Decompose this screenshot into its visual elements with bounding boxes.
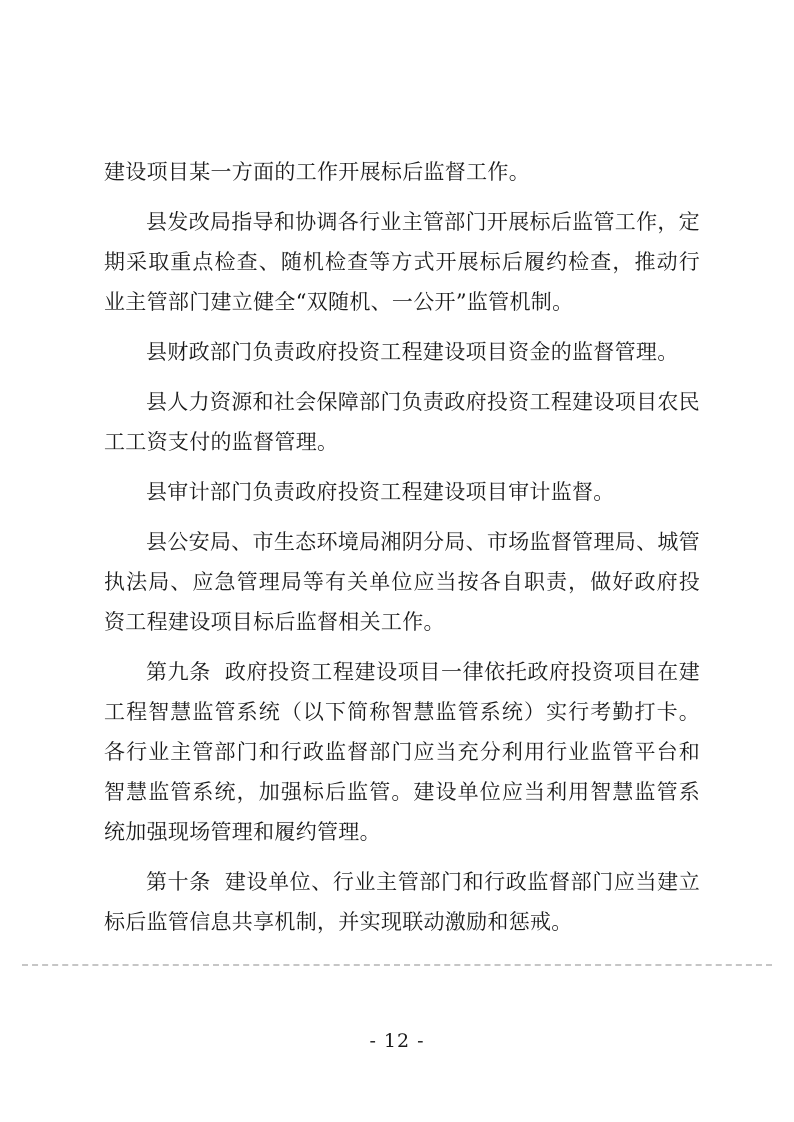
paragraph-continuation: 建设项目某一方面的工作开展标后监督工作。 (104, 160, 530, 184)
article-nine-number: 第九条 (146, 660, 211, 684)
paragraph-development-bureau: 县发改局指导和协调各行业主管部门开展标后监管工作，定期采取重点检查、随机检查等方式开展标后履约检查，推动行业主管部门建立健全“双随机、一公开”监管机制。 (104, 210, 700, 314)
paragraph-human-resources: 县人力资源和社会保障部门负责政府投资工程建设项目农民工工资支付的监督管理。 (104, 390, 700, 454)
paragraph-related-units: 县公安局、市生态环境局湘阴分局、市场监督管理局、城管执法局、应急管理局等有关单位应当按各自职责，做好政府投资工程建设项目标后监督相关工作。 (104, 530, 700, 634)
article-ten-text: 建设单位、行业主管部门和行政监督部门应当建立标后监管信息共享机制，并实现联动激励和惩戒。 (104, 870, 700, 934)
article-ten-number: 第十条 (146, 870, 211, 894)
article-nine-text: 政府投资工程建设项目一律依托政府投资项目在建工程智慧监管系统（以下简称智慧监管系统）实行考勤打卡。各行业主管部门和行政监督部门应当充分利用行业监管平台和智慧监管系统，加强标后监管。建设单位应当利用智慧监管系统加强现场管理和履约管理。 (104, 660, 700, 844)
paragraph-finance-department: 县财政部门负责政府投资工程建设项目资金的监督管理。 (146, 340, 679, 364)
article-ten (104, 862, 700, 942)
scan-artifact-line (22, 964, 772, 966)
article-nine (104, 652, 700, 852)
page-number: - 12 - (369, 1030, 425, 1052)
document-body (104, 152, 700, 952)
paragraph-audit-department: 县审计部门负责政府投资工程建设项目审计监督。 (146, 480, 615, 504)
